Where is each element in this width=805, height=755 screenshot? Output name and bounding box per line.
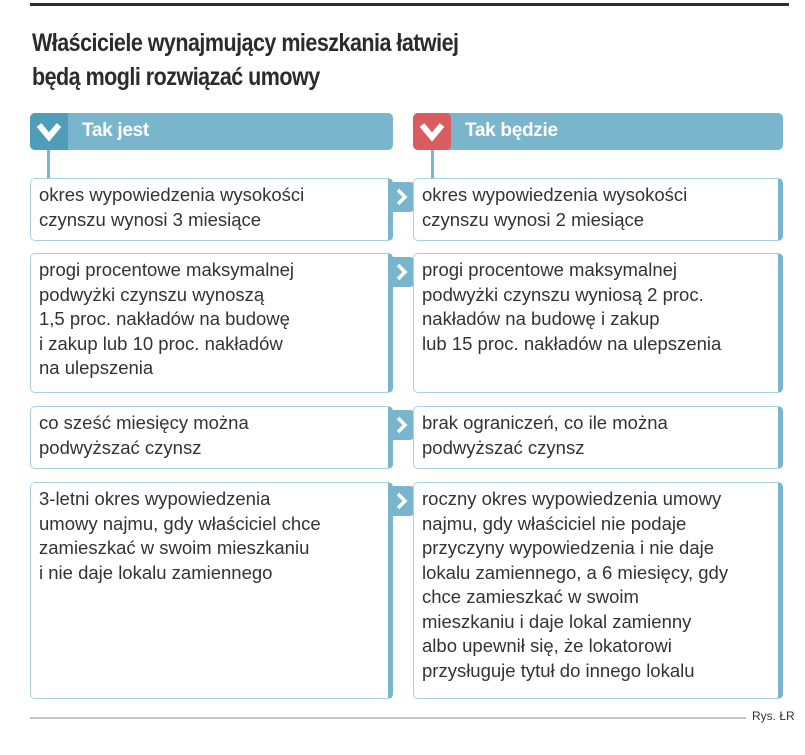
box-text-line: co sześć miesięcy można: [39, 412, 249, 433]
box-text-line: mieszkaniu i daje lokal zamienny: [422, 610, 692, 632]
box-text-line: umowy najmu, gdy właściciel chce: [39, 512, 321, 534]
connector-line: [47, 150, 50, 178]
future-rule-box: [413, 406, 783, 469]
box-text-line: podwyżki czynszu wyniosą 2 proc.: [422, 283, 704, 305]
box-text-line: najmu, gdy właściciel nie podaje: [422, 512, 687, 534]
current-rule-box: [30, 406, 393, 469]
box-text-line: progi procentowe maksymalnej: [39, 259, 295, 280]
box-text-line: nakładów na budowę i zakup: [422, 308, 660, 329]
arrow-connector: [389, 182, 415, 212]
page-title: [32, 26, 668, 94]
arrow-connector: [389, 257, 415, 287]
column-header-label: Tak będzie: [465, 120, 558, 141]
box-text-line: brak ograniczeń, co ile można: [422, 412, 668, 433]
future-rule-box: [413, 482, 783, 699]
arrow-connector: [389, 410, 415, 440]
title-line-2: będą mogli rozwiązać umowy: [32, 63, 320, 91]
box-text-line: okres wypowiedzenia wysokości: [39, 184, 305, 205]
box-text-line: podwyżki czynszu wynoszą: [39, 283, 265, 305]
chevron-right-icon: [396, 416, 408, 434]
box-text-line: i nie daje lokalu zamiennego: [39, 561, 273, 583]
box-text-line: 3-letni okres wypowiedzenia: [39, 488, 271, 509]
box-text-line: lokalu zamiennego, a 6 miesięcy, gdy: [422, 561, 729, 583]
box-text-line: progi procentowe maksymalnej: [422, 259, 678, 280]
box-text-line: czynszu wynosi 2 miesiące: [422, 208, 645, 230]
box-text-line: roczny okres wypowiedzenia umowy: [422, 488, 722, 509]
current-rule-box: [30, 253, 393, 393]
check-chevron-icon: [30, 113, 68, 150]
box-text-line: chce zamieszkać w swoim: [422, 586, 639, 607]
column-header-current: [30, 113, 393, 150]
current-rule-box: [30, 178, 393, 241]
top-rule: [30, 3, 789, 6]
bottom-rule: [30, 717, 746, 719]
box-text-line: 1,5 proc. nakładów na budowę: [39, 308, 290, 329]
future-rule-box: [413, 178, 783, 241]
title-line-1: Właściciele wynajmujący mieszkania łatwiej: [32, 29, 459, 57]
connector-line: [431, 150, 434, 178]
box-text-line: albo upewnił się, że lokatorowi: [422, 635, 672, 656]
column-header-future: [413, 113, 783, 150]
box-text-line: przyczyny wypowiedzenia i nie daje: [422, 537, 715, 558]
box-text-line: podwyższać czynsz: [39, 436, 202, 458]
box-text-line: podwyższać czynsz: [422, 436, 585, 458]
box-text-line: czynszu wynosi 3 miesiące: [39, 208, 262, 230]
chevron-right-icon: [396, 492, 408, 510]
check-chevron-icon: [413, 113, 451, 150]
future-rule-box: [413, 253, 783, 393]
arrow-connector: [389, 486, 415, 516]
column-header-label: Tak jest: [82, 120, 149, 141]
image-credit: Rys. ŁR: [752, 709, 795, 723]
current-rule-box: [30, 482, 393, 699]
box-text-line: przysługuje tytuł do innego lokalu: [422, 659, 695, 681]
box-text-line: zamieszkać w swoim mieszkaniu: [39, 537, 310, 558]
box-text-line: i zakup lub 10 proc. nakładów: [39, 332, 283, 354]
box-text-line: lub 15 proc. nakładów na ulepszenia: [422, 332, 722, 354]
chevron-right-icon: [396, 188, 408, 206]
box-text-line: na ulepszenia: [39, 357, 154, 378]
box-text-line: okres wypowiedzenia wysokości: [422, 184, 688, 205]
chevron-right-icon: [396, 263, 408, 281]
